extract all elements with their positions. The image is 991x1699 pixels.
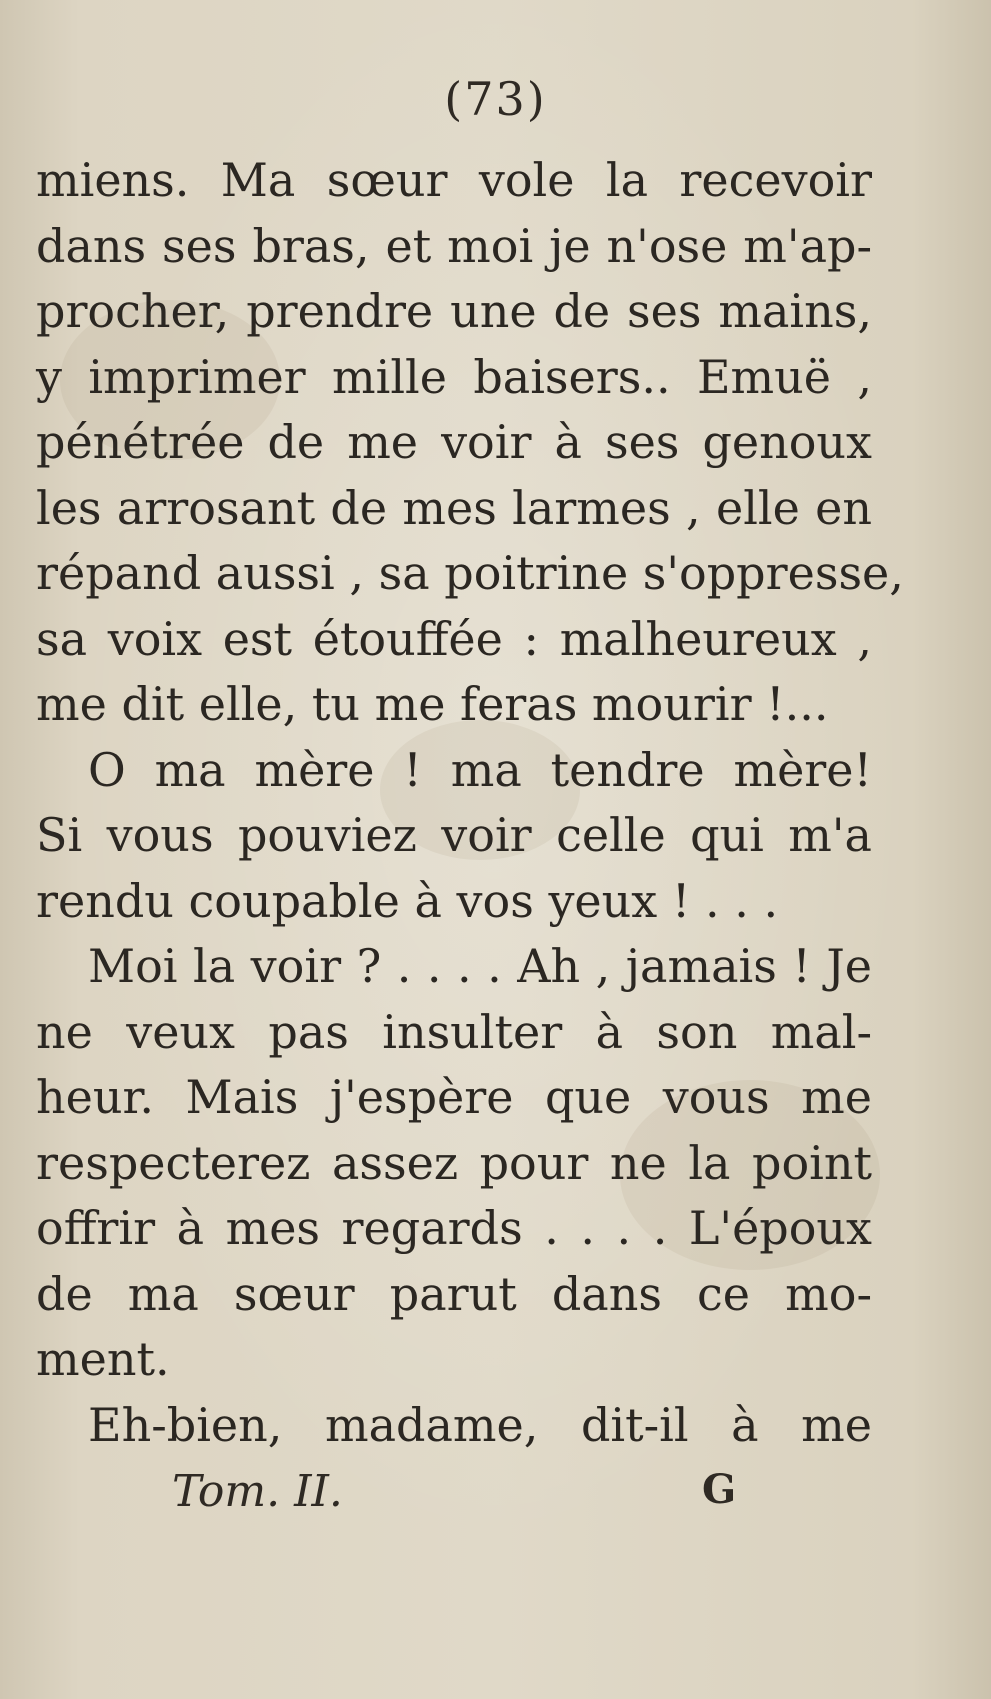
text-line: de ma sœur parut dans ce mo- [36, 1266, 872, 1321]
text-line: rendu coupable à vos yeux ! . . . [36, 873, 779, 928]
text-line: Moi la voir ? . . . . Ah , jamais ! Je [88, 939, 872, 993]
text-line: respecterez assez pour ne la point [36, 1135, 872, 1190]
text-line: ment. [36, 1332, 170, 1386]
text-line: sa voix est étouffée : malheureux , [36, 611, 872, 666]
page-number: (73) [444, 72, 547, 126]
text-line: me dit elle, tu me feras mourir !... [36, 677, 829, 731]
text-line: ne veux pas insulter à son mal- [36, 1004, 872, 1059]
body-text [36, 148, 904, 1458]
text-line: O ma mère ! ma tendre mère! [88, 742, 872, 797]
text-line: Si vous pouviez voir celle qui m'a [36, 808, 872, 862]
signature-mark: G [702, 1466, 737, 1513]
text-line: procher, prendre une de ses mains, [36, 284, 872, 338]
text-line: pénétrée de me voir à ses genoux [36, 415, 872, 469]
text-line: y imprimer mille baisers.. Emuë , [36, 349, 872, 404]
text-line: dans ses bras, et moi je n'ose m'ap- [36, 218, 872, 273]
text-line: heur. Mais j'espère que vous me [36, 1070, 872, 1124]
text-line: offrir à mes regards . . . . L'époux [36, 1201, 872, 1255]
page-footer [0, 1466, 991, 1526]
text-line: miens. Ma sœur vole la recevoir [36, 153, 872, 207]
volume-label: Tom. II. [172, 1466, 343, 1517]
text-line: répand aussi , sa poitrine s'oppresse, [36, 546, 904, 600]
text-line: les arrosant de mes larmes , elle en [36, 480, 872, 535]
text-line: Eh-bien, madame, dit-il à me [88, 1397, 872, 1452]
